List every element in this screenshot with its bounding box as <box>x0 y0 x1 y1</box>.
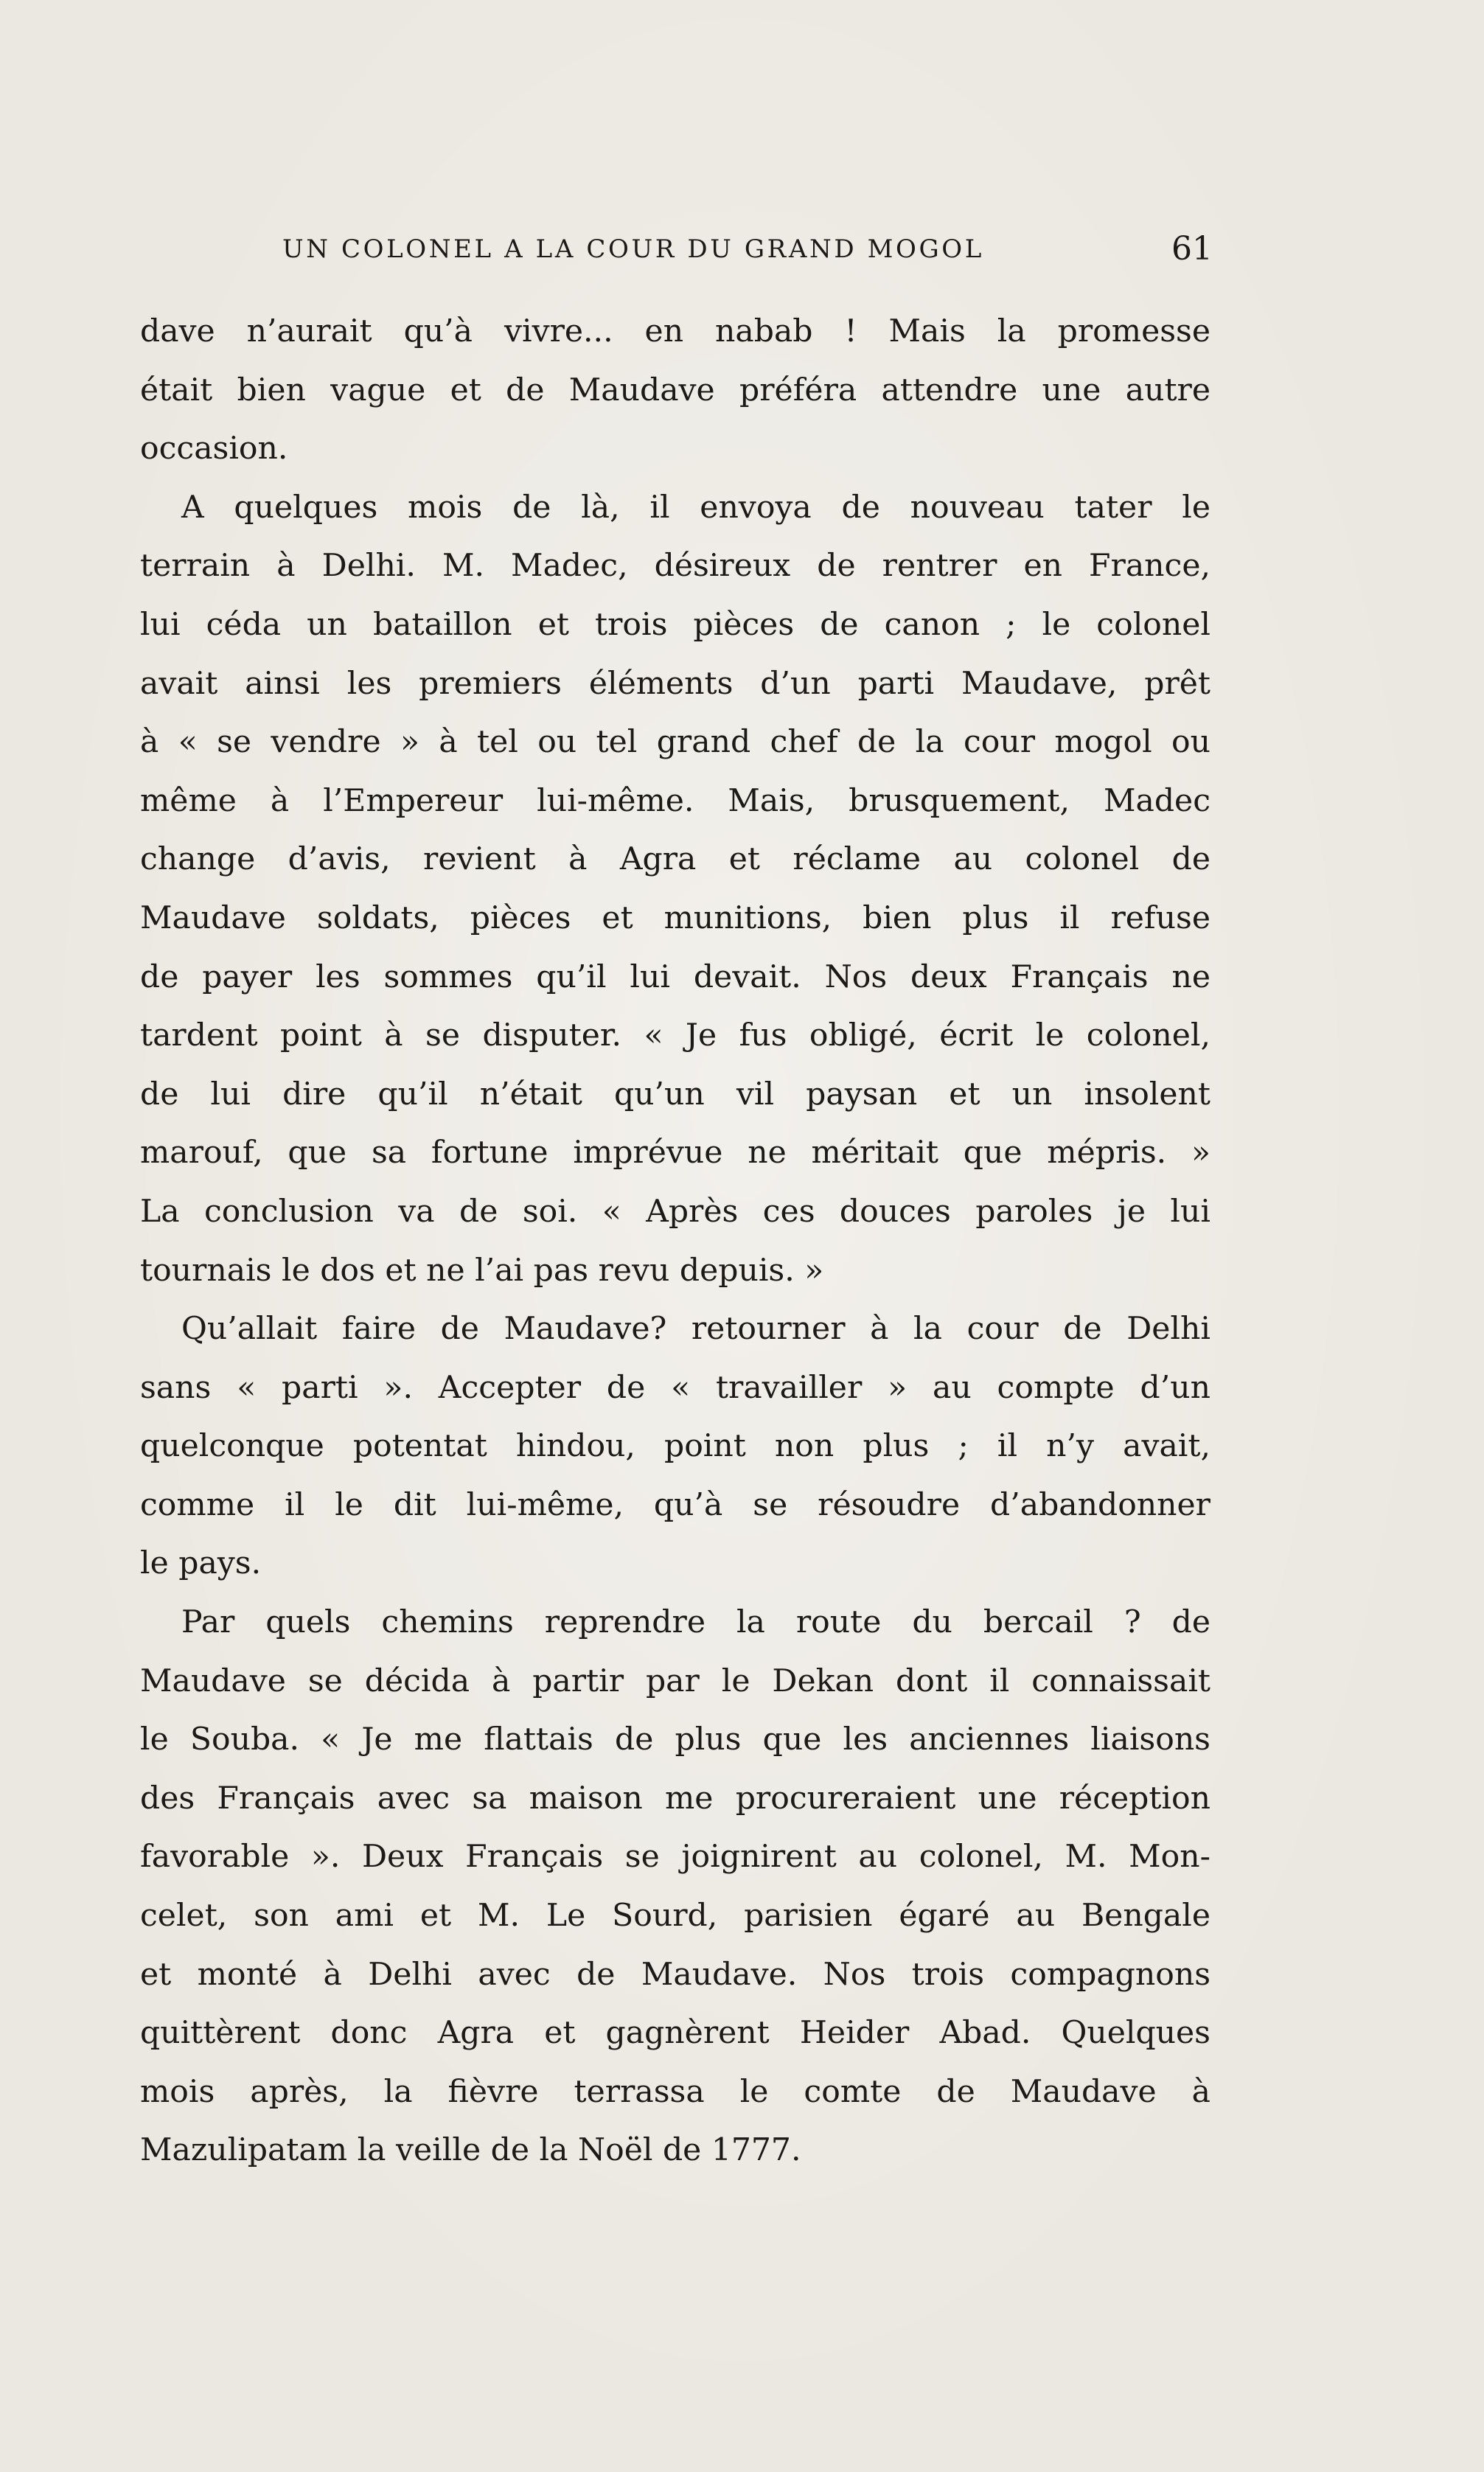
text-line: le pays. <box>140 1545 262 1582</box>
text-line: Qu’allait faire de Maudave? retourner à la cour de Delhi <box>181 1311 1210 1348</box>
text-line: marouf, que sa fortune imprévue ne méritait que mépris. » <box>140 1135 1210 1171</box>
text-line: de lui dire qu’il n’était qu’un vil paysan et un insolent <box>140 1076 1210 1113</box>
running-title: UN COLONEL A LA COUR DU GRAND MOGOL <box>282 234 984 264</box>
text-line: tournais le dos et ne l’ai pas revu depuis. » <box>140 1252 824 1289</box>
paragraph-2 <box>140 478 1210 1300</box>
text-line: A quelques mois de là, il envoya de nouveau tater le <box>181 489 1210 526</box>
text-line: change d’avis, revient à Agra et réclame au colonel de <box>140 841 1210 878</box>
page-number: 61 <box>1171 230 1213 268</box>
text-line: dave n’aurait qu’à vivre... en nabab ! Mais la promesse <box>140 313 1210 349</box>
text-line: mois après, la fièvre terrassa le comte de Maudave à <box>140 2073 1210 2110</box>
paragraph-1 <box>140 302 1210 478</box>
page-header <box>282 227 1213 271</box>
text-line: favorable ». Deux Français se joignirent au colonel, M. Mon- <box>140 1839 1210 1876</box>
paragraph-4 <box>140 1593 1210 2180</box>
text-line: lui céda un bataillon et trois pièces de canon ; le colonel <box>140 606 1210 643</box>
text-line: Par quels chemins reprendre la route du bercail ? de <box>181 1604 1210 1641</box>
text-line: terrain à Delhi. M. Madec, désireux de rentrer en France, <box>140 548 1210 585</box>
text-line: La conclusion va de soi. « Après ces douces paroles je lui <box>140 1193 1210 1230</box>
text-line: Maudave soldats, pièces et munitions, bien plus il refuse <box>140 899 1210 936</box>
text-line: à « se vendre » à tel ou tel grand chef de la cour mogol ou <box>140 724 1210 761</box>
body-text <box>140 302 1210 2180</box>
text-line: quittèrent donc Agra et gagnèrent Heider Abad. Quelques <box>140 2015 1210 2052</box>
text-line: quelconque potentat hindou, point non plus ; il n’y avait, <box>140 1428 1210 1465</box>
paragraph-3 <box>140 1300 1210 1593</box>
text-line: était bien vague et de Maudave préféra attendre une autre <box>140 372 1210 408</box>
text-line: et monté à Delhi avec de Maudave. Nos trois compagnons <box>140 1956 1210 1993</box>
text-line: de payer les sommes qu’il lui devait. Nos deux Français ne <box>140 958 1210 995</box>
text-line: tardent point à se disputer. « Je fus obligé, écrit le colonel, <box>140 1017 1210 1054</box>
text-line: celet, son ami et M. Le Sourd, parisien égaré au Bengale <box>140 1898 1210 1935</box>
text-line: des Français avec sa maison me procureraient une réception <box>140 1780 1210 1817</box>
text-line: avait ainsi les premiers éléments d’un parti Maudave, prêt <box>140 665 1210 702</box>
text-line: sans « parti ». Accepter de « travailler » au compte d’un <box>140 1369 1210 1406</box>
text-line: Mazulipatam la veille de la Noël de 1777. <box>140 2132 801 2169</box>
text-line: même à l’Empereur lui-même. Mais, brusquement, Madec <box>140 782 1210 819</box>
text-line: comme il le dit lui-même, qu’à se résoudre d’abandonner <box>140 1486 1210 1523</box>
text-line: occasion. <box>140 431 288 467</box>
text-line: le Souba. « Je me flattais de plus que les anciennes liaisons <box>140 1721 1210 1758</box>
text-line: Maudave se décida à partir par le Dekan dont il connaissait <box>140 1662 1210 1699</box>
